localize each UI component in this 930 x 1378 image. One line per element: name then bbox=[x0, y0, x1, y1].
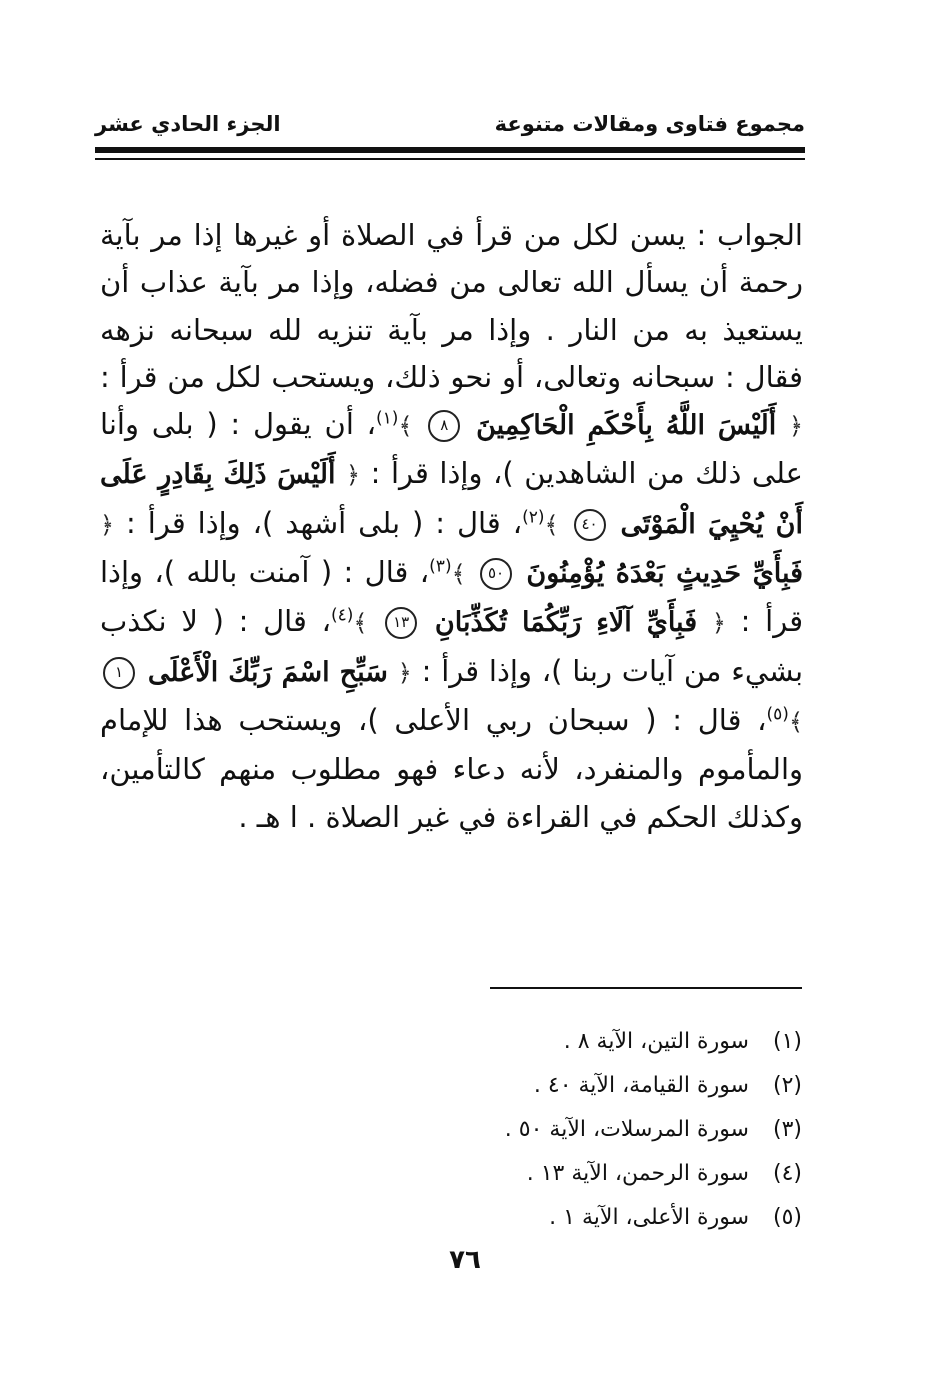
quran-verse: سَبِّحِ اسْمَ رَبِّكَ الْأَعْلَى bbox=[147, 656, 388, 688]
book-title: مجموع فتاوى ومقالات متنوعة bbox=[494, 112, 805, 136]
footnote-reference: (٤) bbox=[330, 605, 354, 626]
footnote-text: سورة الرحمن، الآية ١٣ . bbox=[526, 1161, 749, 1186]
text-segment: ، قال : ( آمنت بالله )، وإذا قرأ : bbox=[100, 555, 804, 639]
quran-open-bracket: ﴿ bbox=[789, 412, 804, 441]
header-rule-thin bbox=[95, 158, 805, 160]
footnote-number: (٢) bbox=[772, 1073, 802, 1098]
part-title: الجزء الحادي عشر bbox=[95, 112, 281, 136]
quran-verse: أَلَيْسَ ذَلِكَ بِقَادِرٍ عَلَى أَنْ يُحْيِيَ الْمَوْتَى bbox=[100, 459, 804, 540]
footnote-separator bbox=[490, 987, 802, 989]
aya-number-marker: ١٣ bbox=[385, 607, 417, 639]
quran-open-bracket: ﴿ bbox=[346, 461, 361, 490]
quran-open-bracket: ﴿ bbox=[397, 658, 412, 687]
quran-close-bracket: ﴾ bbox=[451, 560, 466, 589]
aya-number-marker: ٥٠ bbox=[480, 558, 512, 590]
footnote-text: سورة الأعلى، الآية ١ . bbox=[549, 1205, 749, 1230]
footnote-number: (٥) bbox=[772, 1205, 802, 1230]
footnote-number: (٤) bbox=[772, 1161, 802, 1186]
main-text bbox=[100, 212, 803, 841]
footnote-text: سورة التين، الآية ٨ . bbox=[563, 1029, 749, 1054]
quran-open-bracket: ﴿ bbox=[100, 510, 115, 539]
text-segment: ، قال : ( لا نكذب بشيء من آيات ربنا )، وإذا قرأ : bbox=[100, 604, 804, 688]
quran-verse: فَبِأَيِّ آلَاءِ رَبِّكُمَا تُكَذِّبَانِ bbox=[434, 607, 698, 639]
footnote-number: (١) bbox=[772, 1029, 802, 1054]
text-segment: ، قال : ( سبحان ربي الأعلى )، ويستحب هذا للإمام والمأموم والمنفرد، لأنه دعاء فهو مطلوب منهم كالتأمين، وكذلك الحكم في القراءة في غير الصلاة . ا هـ . bbox=[100, 702, 803, 834]
aya-number-marker: ٤٠ bbox=[574, 509, 606, 541]
quran-close-bracket: ﴾ bbox=[353, 609, 368, 638]
footnotes bbox=[300, 1020, 802, 1240]
footnote-text: سورة المرسلات، الآية ٥٠ . bbox=[504, 1117, 749, 1142]
footnote-reference: (٥) bbox=[766, 704, 789, 725]
text-segment: الجواب : يسن لكل من قرأ في الصلاة أو غيرها إذا مر بآية رحمة أن يسأل الله تعالى من فضله، وإذا مر بآية عذاب أن يستعيذ به من النار . وإذا مر بآية تنزيه لله سبحانه نزهه فقال : سبحانه وتعالى، أو نحو ذلك، ويستحب لكل من قرأ : bbox=[100, 218, 803, 394]
aya-number-marker: ١ bbox=[103, 657, 135, 689]
footnote-reference: (١) bbox=[376, 408, 399, 429]
page-number: ٧٦ bbox=[449, 1245, 481, 1275]
running-header bbox=[95, 108, 805, 142]
footnote-item bbox=[300, 1108, 802, 1152]
footnote-text: سورة القيامة، الآية ٤٠ . bbox=[533, 1073, 749, 1098]
footnote-item bbox=[300, 1020, 802, 1064]
quran-open-bracket: ﴿ bbox=[711, 609, 726, 638]
quran-close-bracket: ﴾ bbox=[788, 707, 803, 736]
quran-verse: أَلَيْسَ اللَّهُ بِأَحْكَمِ الْحَاكِمِينَ bbox=[476, 410, 777, 442]
footnote-number: (٣) bbox=[772, 1117, 802, 1142]
header-rule-thick bbox=[95, 147, 805, 153]
footnote-item bbox=[300, 1152, 802, 1196]
footnote-item bbox=[300, 1064, 802, 1108]
quran-verse: فَبِأَيِّ حَدِيثٍ بَعْدَهُ يُؤْمِنُونَ bbox=[526, 558, 803, 590]
aya-number-marker: ٨ bbox=[428, 410, 460, 442]
text-segment: ، قال : ( بلى أشهد )، وإذا قرأ : bbox=[126, 505, 523, 540]
footnote-reference: (٢) bbox=[522, 507, 545, 528]
quran-close-bracket: ﴾ bbox=[398, 412, 413, 441]
answer-paragraph bbox=[100, 212, 803, 841]
footnote-item bbox=[300, 1196, 802, 1240]
quran-close-bracket: ﴾ bbox=[544, 510, 559, 539]
footnote-reference: (٣) bbox=[429, 556, 452, 577]
text-segment: ، أن يقول : ( بلى وأنا على ذلك من الشاهدين )، وإذا قرأ : bbox=[100, 407, 803, 491]
